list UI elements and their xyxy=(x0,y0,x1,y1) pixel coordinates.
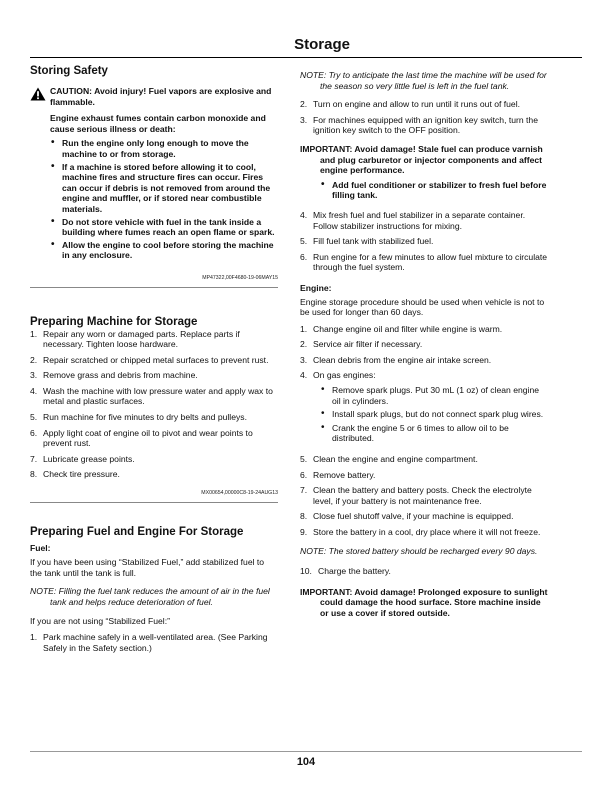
fuel-steps xyxy=(300,99,548,136)
exhaust-block xyxy=(30,113,278,261)
caution-text: CAUTION: Avoid injury! Fuel vapors are explosive and flammable. xyxy=(50,86,272,107)
gas-engine-bullets xyxy=(300,385,548,444)
list-item: 9. Store the battery in a cool, dry place where it will not freeze. xyxy=(300,527,541,537)
list-item: 2. Repair scratched or chipped metal surfaces to prevent rust. xyxy=(30,354,269,365)
engine-steps xyxy=(300,566,548,577)
machine-steps xyxy=(30,329,278,481)
list-item: 8. Close fuel shutoff valve, if your machine is equipped. xyxy=(300,511,514,522)
left-column xyxy=(30,64,278,653)
safety-bullet: • Allow the engine to cool before storing the machine in any enclosure. xyxy=(50,240,278,261)
gas-bullet: • Remove spark plugs. Put 30 mL (1 oz) of clean engine oil in cylinders. xyxy=(320,385,548,406)
note-anticipate: NOTE: Try to anticipate the last time the machine will be used for the season so very little fuel is left in the fuel tank. xyxy=(300,70,547,91)
engine-intro: Engine storage procedure should be used when vehicle is not to be used for longer than 60 days. xyxy=(300,296,545,318)
list-item: 3. Remove grass and debris from machine. xyxy=(30,370,198,381)
page-number: 104 xyxy=(296,756,316,768)
list-item: 10. Charge the battery. xyxy=(300,566,391,577)
list-item: 3. Clean debris from the engine air intake screen. xyxy=(300,354,492,365)
list-item: 1. Park machine safely in a well-ventilated area. (See Parking Safely in the Safety section.) xyxy=(30,632,268,653)
safety-bullet: • If a machine is stored before allowing it to cool, machine fires and structure fires can occur. Fires can occur if debris is not removed from around the engine and muffler, or if stored near combustible materials. xyxy=(50,162,278,215)
list-item: 7. Lubricate grease points. xyxy=(30,453,135,464)
list-item: 2. Turn on engine and allow to run until it runs out of fuel. xyxy=(300,99,521,110)
list-item: 1. Change engine oil and filter while engine is warm. xyxy=(300,323,503,334)
list-item: 5. Run machine for five minutes to dry belts and pulleys. xyxy=(30,412,247,423)
title-rule xyxy=(30,57,582,58)
document-code: MX00654,00000C8-19-24AUG13 xyxy=(201,490,278,497)
engine-steps xyxy=(300,324,548,381)
not-stabilized-text: If you are not using “Stabilized Fuel:” xyxy=(30,615,170,626)
page-title: Storage xyxy=(294,36,350,53)
list-item: 3. For machines equipped with an ignition key switch, turn the ignition key switch to the OFF position. xyxy=(300,114,538,136)
right-column xyxy=(300,70,548,619)
fuel-steps xyxy=(30,632,278,653)
list-item: 5. Clean the engine and engine compartment. xyxy=(300,454,478,465)
warning-triangle-icon xyxy=(30,87,46,101)
section-divider xyxy=(30,502,278,503)
engine-subheading: Engine: xyxy=(300,282,332,293)
list-item: 2. Service air filter if necessary. xyxy=(300,339,423,350)
safety-bullets xyxy=(50,138,278,261)
gas-bullet: • Install spark plugs, but do not connect spark plug wires. xyxy=(320,409,548,420)
important-bullets xyxy=(300,180,548,201)
engine-steps xyxy=(300,454,548,538)
section-divider xyxy=(30,287,278,288)
list-item: 4. Wash the machine with low pressure water and apply wax to metal and plastic surfaces. xyxy=(30,385,273,407)
fuel-subheading: Fuel: xyxy=(30,542,51,553)
storing-safety-heading: Storing Safety xyxy=(30,65,108,77)
list-item: 4. Mix fresh fuel and fuel stabilizer in a separate container. Follow stabilizer instructions for mixing. xyxy=(300,209,526,231)
document-code: MP47322,00F4680-19-06MAY15 xyxy=(202,274,278,281)
gas-bullet: • Crank the engine 5 or 6 times to allow oil to be distributed. xyxy=(320,423,548,444)
note-recharge: NOTE: The stored battery should be recharged every 90 days. xyxy=(300,545,538,556)
important-text: IMPORTANT: Avoid damage! Stale fuel can produce varnish and plug carburetor or injector components and affect engine performance. xyxy=(300,143,543,176)
list-item: 6. Run engine for a few minutes to allow fuel mixture to circulate through the fuel system. xyxy=(300,251,548,273)
fuel-steps xyxy=(300,210,548,273)
note-fill-tank: NOTE: Filling the fuel tank reduces the amount of air in the fuel tank and helps reduce deterioration of fuel. xyxy=(30,586,270,607)
safety-bullet: • Do not store vehicle with fuel in the tank inside a building where fumes reach an open flame or spark. xyxy=(50,217,278,238)
safety-bullet: • Run the engine only long enough to move the machine to or from storage. xyxy=(50,138,278,159)
exhaust-warning: Engine exhaust fumes contain carbon monoxide and cause serious illness or death: xyxy=(50,113,266,134)
fuel-intro: If you have been using “Stabilized Fuel,” add stabilized fuel to the tank until the tank is full. xyxy=(30,557,265,578)
list-item: 5. Fill fuel tank with stabilized fuel. xyxy=(300,236,434,247)
preparing-machine-heading: Preparing Machine for Storage xyxy=(30,315,198,328)
list-item: 1. Repair any worn or damaged parts. Replace parts if necessary. Tighten loose hardware. xyxy=(30,328,240,350)
footer-rule xyxy=(30,751,582,752)
important-sunlight: IMPORTANT: Avoid damage! Prolonged exposure to sunlight could damage the hood surface. Store machine inside or use a cover if stored outside. xyxy=(300,586,548,618)
important-stale-fuel xyxy=(300,144,548,201)
important-bullet: • Add fuel conditioner or stabilizer to fresh fuel before filling tank. xyxy=(320,180,548,201)
list-item: 6. Apply light coat of engine oil to pivot and wear points to prevent rust. xyxy=(30,427,253,449)
list-item: 7. Clean the battery and battery posts. Check the electrolyte level, if your battery is not maintenance free. xyxy=(300,485,532,506)
caution-block xyxy=(30,86,278,107)
list-item: 8. Check tire pressure. xyxy=(30,469,120,480)
fuel-engine-heading: Preparing Fuel and Engine For Storage xyxy=(30,525,244,538)
list-item: 4. On gas engines: xyxy=(300,370,376,381)
list-item: 6. Remove battery. xyxy=(300,469,376,480)
